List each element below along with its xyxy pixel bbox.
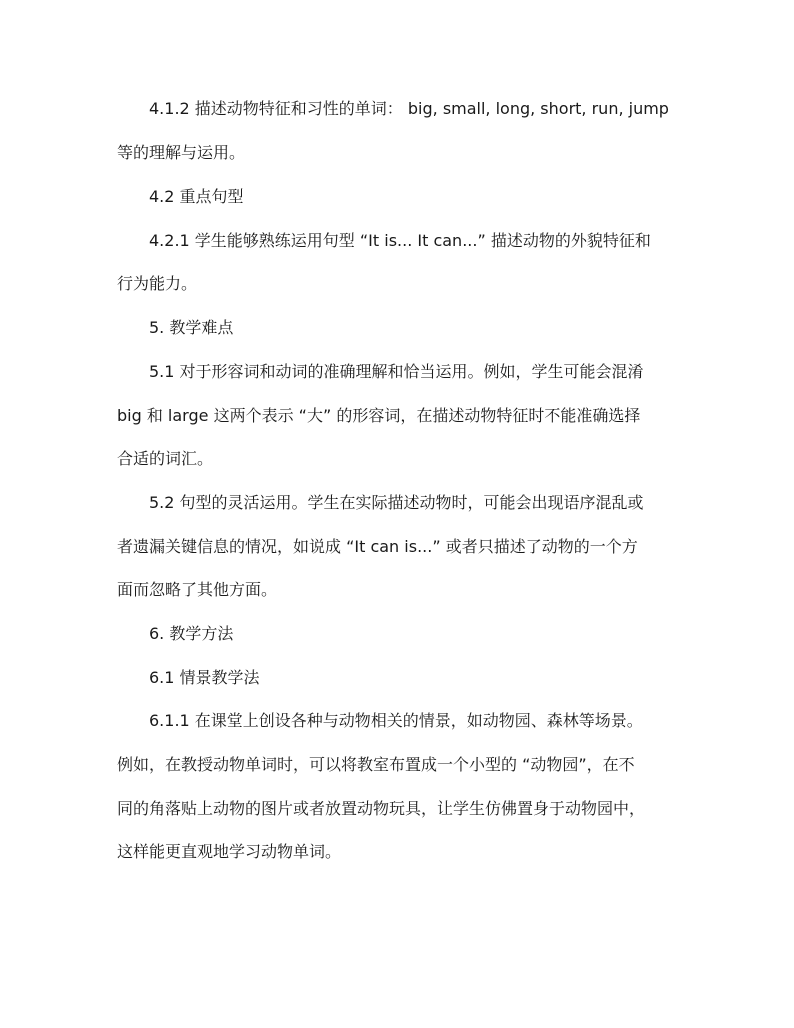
text-line: 例如，在教授动物单词时，可以将教室布置成一个小型的 “动物园”，在不 — [117, 755, 635, 774]
text-line: 同的角落贴上动物的图片或者放置动物玩具，让学生仿佛置身于动物园中， — [117, 799, 646, 818]
text-line: 者遗漏关键信息的情况，如说成 “It can is...” 或者只描述了动物的一个方 — [117, 537, 638, 556]
text-line: 4.1.2 描述动物特征和习性的单词： big, small, long, short, run, jump — [149, 99, 669, 118]
text-line: 5.1 对于形容词和动词的准确理解和恰当运用。例如，学生可能会混淆 — [149, 362, 644, 381]
section-heading: 6.1 情景教学法 — [149, 668, 260, 687]
text-line: 面而忽略了其他方面。 — [117, 580, 278, 599]
text-line: 等的理解与运用。 — [117, 143, 246, 162]
section-heading: 4.2 重点句型 — [149, 187, 244, 206]
text-line: 6.1.1 在课堂上创设各种与动物相关的情景，如动物园、森林等场景。 — [149, 711, 643, 730]
section-heading: 5. 教学难点 — [149, 318, 234, 337]
section-heading: 6. 教学方法 — [149, 624, 234, 643]
text-line: 合适的词汇。 — [117, 449, 214, 468]
text-line: 行为能力。 — [117, 274, 198, 293]
text-line: 5.2 句型的灵活运用。学生在实际描述动物时，可能会出现语序混乱或 — [149, 493, 644, 512]
text-line: big 和 large 这两个表示 “大” 的形容词，在描述动物特征时不能准确选择 — [117, 406, 641, 425]
text-line: 4.2.1 学生能够熟练运用句型 “It is... It can...” 描述动物的外貌特征和 — [149, 231, 651, 250]
text-line: 这样能更直观地学习动物单词。 — [117, 842, 342, 861]
